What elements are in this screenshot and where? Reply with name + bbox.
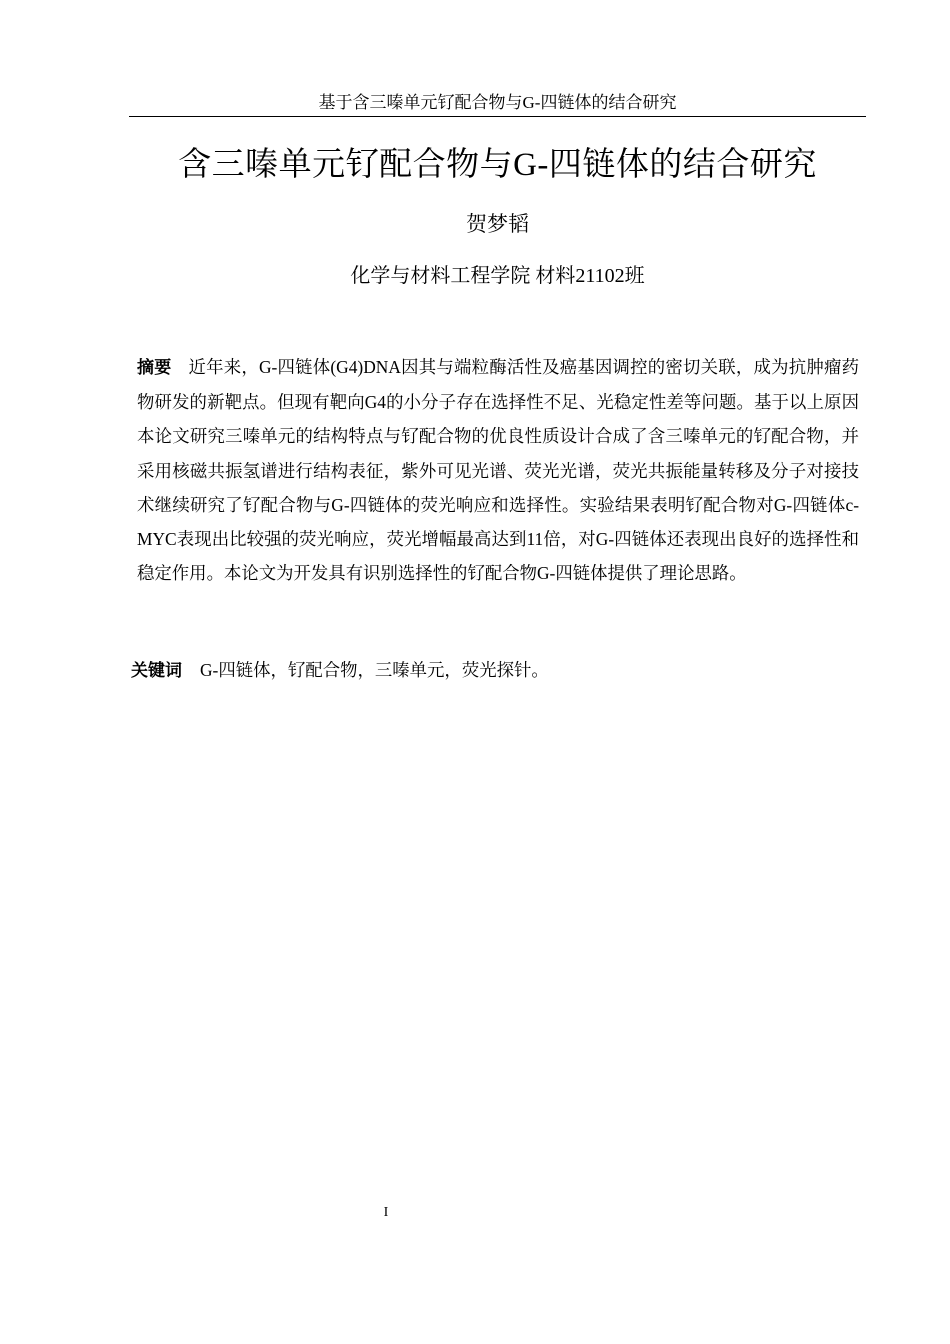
document-title <box>100 142 895 187</box>
page-number: I <box>383 1205 389 1220</box>
abstract-label: 摘要 <box>137 358 172 378</box>
keywords-label: 关键词 <box>131 661 182 681</box>
title-part-2: G- <box>513 147 549 183</box>
title-part-3: 四链体的结合研究 <box>548 144 817 183</box>
author-affiliation: 化学与材料工程学院 材料21102班 <box>350 265 645 287</box>
abstract-paragraph <box>137 350 859 590</box>
keywords-line <box>131 656 859 685</box>
keywords-text: G-四链体，钌配合物，三嗪单元，荧光探针。 <box>200 660 549 680</box>
title-part-1: 含三嗪单元钌配合物与 <box>178 144 514 183</box>
abstract-text: 近年来，G-四链体(G4)DNA因其与端粒酶活性及癌基因调控的密切关联，成为抗肿瘤药物研发的新靶点。但现有靶向G4的小分子存在选择性不足、光稳定性差等问题。基于以上原因本论文研究三嗪单元的结构特点与钌配合物的优良性质设计合成了含三嗪单元的钌配合物，并采用核磁共振氢谱进行结构表征，紫外可见光谱、荧光光谱，荧光共振能量转移及分子对接技术继续研究了钌配合物与G-四链体的荧光响应和选择性。实验结果表明钌配合物对G-四链体c-MYC表现出比较强的荧光响应，荧光增幅最高达到11倍，对G-四链体还表现出良好的选择性和稳定作用。本论文为开发具有识别选择性的钌配合物G-四链体提供了理论思路。 <box>137 357 860 584</box>
header-rule <box>129 116 866 117</box>
running-header: 基于含三嗪单元钌配合物与G-四链体的结合研究 <box>318 93 677 112</box>
author-name: 贺梦韬 <box>466 212 529 236</box>
